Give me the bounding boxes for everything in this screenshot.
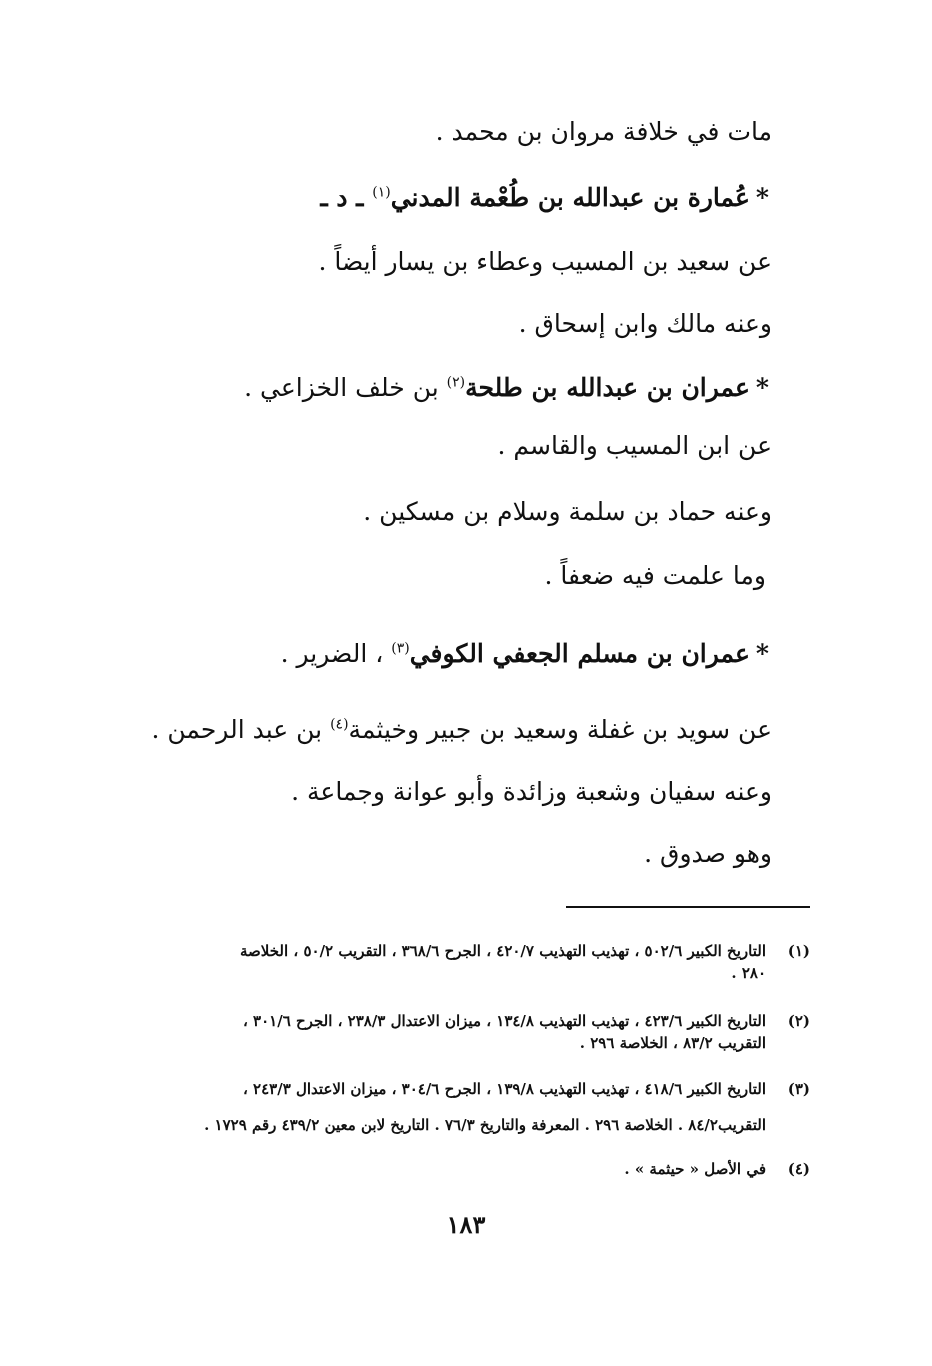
page-number: ١٨٣ bbox=[446, 1210, 486, 1239]
footnote-3 bbox=[204, 1078, 810, 1136]
footnote-line: في الأصل « حيثمة » . bbox=[624, 1160, 766, 1178]
footnote-text bbox=[243, 1010, 766, 1054]
footnote-line: التاريخ الكبير ٤١٨/٦ ، تهذيب التهذيب ١٣٩/٨ ، الجرح ٣٠٤/٦ ، ميزان الاعتدال ٢٤٣/٣ ، bbox=[242, 1080, 766, 1098]
entry-rest: ـ د ـ bbox=[320, 183, 373, 212]
footnote-line: ٢٨٠ . bbox=[731, 964, 766, 982]
text-after-ref: بن عبد الرحمن . bbox=[151, 715, 331, 744]
footnote-ref-2: (٢) bbox=[446, 374, 466, 391]
text-before-ref: عن سويد بن غفلة وسعيد بن جبير وخيثمة bbox=[348, 715, 772, 744]
footnote-divider bbox=[566, 906, 810, 908]
entry-name: عُمارة بن عبدالله بن طُعْمة المدني bbox=[390, 183, 750, 212]
entry-marker: * bbox=[755, 639, 769, 668]
footnote-1 bbox=[240, 940, 810, 984]
text-line-1: مات في خلافة مروان بن محمد . bbox=[435, 117, 772, 146]
footnote-number: (١) bbox=[787, 942, 810, 960]
entry-marker: * bbox=[755, 183, 769, 212]
footnote-line: التاريخ الكبير ٤٢٣/٦ ، تهذيب التهذيب ١٣٤/٨ ، ميزان الاعتدال ٢٣٨/٣ ، الجرح ٣٠١/٦ ، bbox=[242, 1012, 766, 1030]
text-line-12: وهو صدوق . bbox=[644, 839, 772, 868]
footnote-ref-3: (٣) bbox=[391, 640, 410, 657]
footnote-number: (٤) bbox=[787, 1160, 810, 1178]
footnote-line: التاريخ الكبير ٥٠٢/٦ ، تهذيب التهذيب ٤٢٠/٧ ، الجرح ٣٦٨/٦ ، التقريب ٥٠/٢ ، الخلاصة bbox=[240, 942, 766, 960]
footnote-ref-4: (٤) bbox=[330, 716, 349, 733]
footnote-line: التقريب٨٤/٢ . الخلاصة ٢٩٦ . المعرفة والتاريخ ٧٦/٣ . التاريخ لابن معين ٤٣٩/٢ رقم ١٧٢٩ . bbox=[204, 1116, 766, 1134]
entry-name: عمران بن عبدالله بن طلحة bbox=[465, 373, 750, 402]
entry-rest: ، الضرير . bbox=[280, 639, 392, 668]
footnote-text bbox=[204, 1078, 766, 1136]
footnote-number: (٢) bbox=[787, 1012, 810, 1030]
entry-heading-imran-talha bbox=[244, 370, 769, 406]
text-line-3: عن سعيد بن المسيب وعطاء بن يسار أيضاً . bbox=[318, 247, 772, 276]
text-line-4: وعنه مالك وابن إسحاق . bbox=[518, 309, 772, 338]
text-line-11: وعنه سفيان وشعبة وزائدة وأبو عوانة وجماعة . bbox=[291, 777, 772, 806]
footnote-number: (٣) bbox=[787, 1080, 810, 1098]
entry-marker: * bbox=[755, 373, 769, 402]
footnote-line: التقريب ٨٣/٢ ، الخلاصة ٢٩٦ . bbox=[579, 1034, 766, 1052]
entry-heading-umara bbox=[320, 180, 769, 216]
footnote-4 bbox=[624, 1158, 810, 1180]
footnote-text bbox=[624, 1158, 766, 1180]
entry-rest: بن خلف الخزاعي . bbox=[244, 373, 447, 402]
text-line-10 bbox=[151, 712, 772, 748]
text-line-6: عن ابن المسيب والقاسم . bbox=[497, 431, 772, 460]
footnote-2 bbox=[243, 1010, 810, 1054]
footnote-ref-1: (١) bbox=[372, 184, 391, 201]
text-line-8: وما علمت فيه ضعفاً . bbox=[544, 561, 766, 590]
entry-name: عمران بن مسلم الجعفي الكوفي bbox=[409, 639, 750, 668]
footnote-text bbox=[240, 940, 766, 984]
text-line-7: وعنه حماد بن سلمة وسلام بن مسكين . bbox=[363, 497, 772, 526]
entry-heading-imran-muslim bbox=[281, 636, 769, 672]
